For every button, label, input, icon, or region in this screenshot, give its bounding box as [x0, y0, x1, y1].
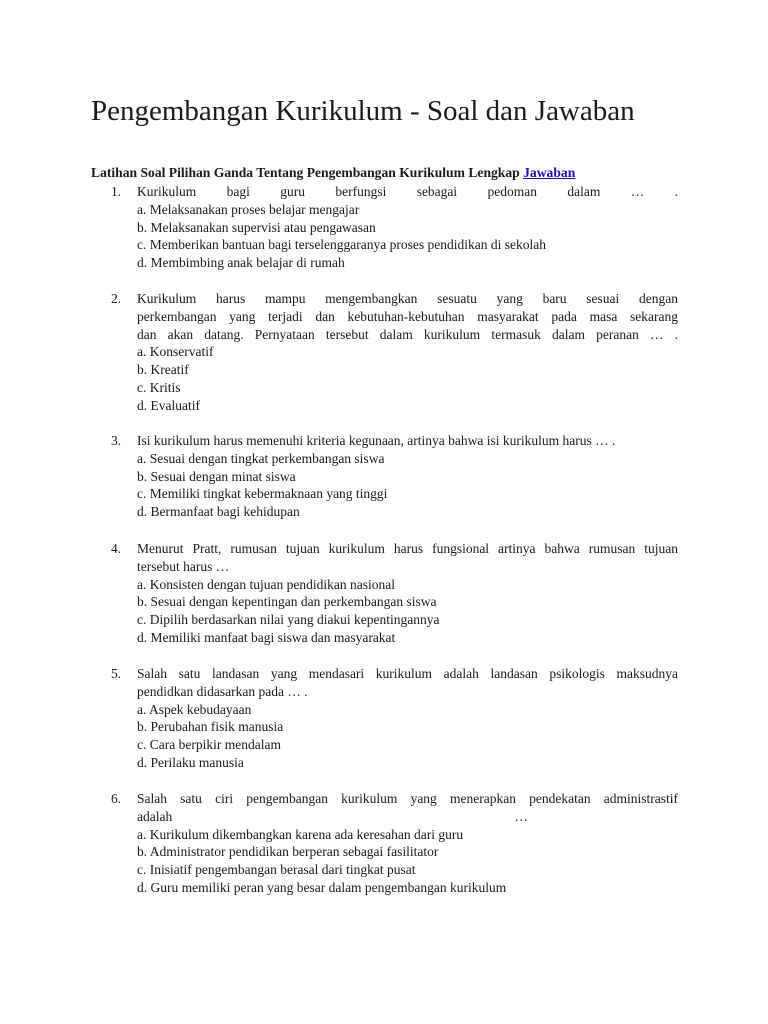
answer-link[interactable]: Jawaban: [523, 165, 576, 180]
answer-option: a. Sesuai dengan tingkat perkembangan siswa: [137, 450, 385, 466]
question-5: [111, 665, 678, 772]
question-2: [111, 290, 678, 415]
page-subtitle: [91, 165, 575, 181]
page-title: Pengembangan Kurikulum - Soal dan Jawaban: [91, 95, 635, 127]
answer-option: b. Sesuai dengan kepentingan dan perkembangan siswa: [137, 594, 437, 610]
answer-option: a. Kurikulum dikembangkan karena ada keresahan dari guru: [137, 826, 464, 842]
answer-option: c. Inisiatif pengembangan berasal dari tingkat pusat: [137, 862, 416, 878]
answer-option: d. Guru memiliki peran yang besar dalam pengembangan kurikulum: [137, 879, 507, 895]
answer-option: b. Melaksanakan supervisi atau pengawasan: [137, 219, 376, 235]
question-4: [111, 540, 678, 647]
question-number: 6.: [111, 791, 122, 806]
question-number: 5.: [111, 666, 122, 681]
answer-option: b. Perubahan fisik manusia: [137, 719, 284, 735]
question-stem-line: Salah satu landasan yang mendasari kurikulum adalah landasan psikologis maksudnya: [137, 666, 678, 681]
subtitle-text: Latihan Soal Pilihan Ganda Tentang Pengembangan Kurikulum Lengkap: [91, 165, 520, 180]
question-number: 2.: [111, 291, 122, 306]
answer-option: b. Kreatif: [137, 362, 189, 378]
question-stem-line: pendidkan didasarkan pada … .: [137, 683, 308, 699]
answer-option: d. Perilaku manusia: [137, 754, 244, 770]
question-stem-line: tersebut harus …: [137, 558, 230, 574]
question-stem-line: Isi kurikulum harus memenuhi kriteria kegunaan, artinya bahwa isi kurikulum harus … .: [137, 433, 616, 448]
answer-option: d. Bermanfaat bagi kehidupan: [137, 504, 300, 520]
question-number: 3.: [111, 433, 122, 448]
answer-option: c. Kritis: [137, 379, 181, 395]
answer-option: b. Administrator pendidikan berperan sebagai fasilitator: [137, 844, 439, 860]
answer-option: c. Memberikan bantuan bagi terselenggaranya proses pendidikan di sekolah: [137, 237, 546, 253]
question-stem-line: dan akan datang. Pernyataan tersebut dalam kurikulum termasuk dalam peranan … .: [137, 326, 678, 342]
question-1: [111, 183, 678, 272]
question-6: [111, 790, 678, 897]
answer-option: d. Evaluatif: [137, 397, 200, 413]
question-3: [111, 432, 678, 521]
answer-option: d. Membimbing anak belajar di rumah: [137, 255, 345, 271]
answer-option: d. Memiliki manfaat bagi siswa dan masyarakat: [137, 629, 396, 645]
question-stem-line: adalah …: [137, 808, 528, 824]
question-number: 4.: [111, 541, 122, 556]
answer-option: a. Melaksanakan proses belajar mengajar: [137, 201, 360, 217]
question-stem-line: Kurikulum harus mampu mengembangkan sesuatu yang baru sesuai dengan: [137, 291, 678, 306]
answer-option: c. Memiliki tingkat kebermaknaan yang tinggi: [137, 486, 388, 502]
answer-option: a. Aspek kebudayaan: [137, 701, 252, 717]
answer-option: c. Dipilih berdasarkan nilai yang diakui kepentingannya: [137, 612, 440, 628]
answer-option: a. Konservatif: [137, 344, 214, 360]
question-stem-line: perkembangan yang terjadi dan kebutuhan-kebutuhan masyarakat pada masa sekarang: [137, 308, 678, 324]
question-number: 1.: [111, 184, 122, 199]
question-stem-line: Salah satu ciri pengembangan kurikulum yang menerapkan pendekatan administrastif: [137, 791, 678, 806]
answer-option: b. Sesuai dengan minat siswa: [137, 468, 296, 484]
question-stem-line: Kurikulum bagi guru berfungsi sebagai pedoman dalam … .: [137, 184, 678, 199]
answer-option: a. Konsisten dengan tujuan pendidikan nasional: [137, 576, 395, 592]
answer-option: c. Cara berpikir mendalam: [137, 737, 281, 753]
question-stem-line: Menurut Pratt, rumusan tujuan kurikulum harus fungsional artinya bahwa rumusan tujuan: [137, 541, 678, 556]
